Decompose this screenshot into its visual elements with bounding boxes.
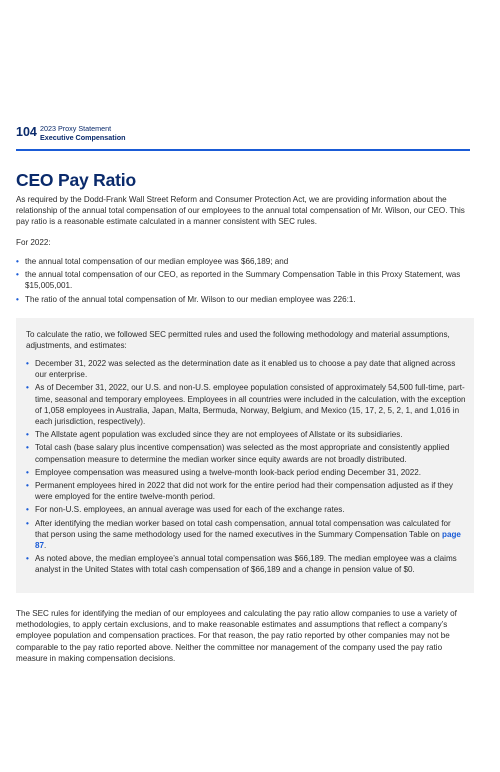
list-item: • Total cash (base salary plus incentive compensation) was selected as the most appropriate and consistently applied compensation measure to determine the median worker since equity awards are not broadly distributed. bbox=[26, 443, 450, 464]
list-item: • The ratio of the annual total compensation of Mr. Wilson to our median employee was 226:1. bbox=[16, 294, 356, 304]
page-title: CEO Pay Ratio bbox=[16, 170, 136, 190]
bullet-icon: • bbox=[26, 359, 29, 368]
intro-paragraph: As required by the Dodd-Frank Wall Street Reform and Consumer Protection Act, we are providing information about the relationship of the annual total compensation of our employees to the annual total compensation of Mr. Wilson, our CEO. This pay ratio is a reasonable estimate calculated in a manner consistent with SEC rules. bbox=[16, 195, 465, 227]
bullet-icon: • bbox=[26, 481, 29, 491]
list-item: • Employee compensation was measured using a twelve-month look-back period ending December 31, 2022. bbox=[26, 467, 422, 477]
header-divider bbox=[16, 149, 470, 151]
section-title: Executive Compensation bbox=[40, 133, 126, 142]
page-87-link[interactable]: page 87 bbox=[35, 529, 461, 551]
methodology-box bbox=[16, 318, 474, 593]
page-header bbox=[16, 124, 470, 148]
bullet-icon: • bbox=[26, 554, 29, 564]
methodology-list bbox=[26, 358, 466, 578]
list-item: • the annual total compensation of our CEO, as reported in the Summary Compensation Table in this Proxy Statement, was $15,005,001. bbox=[16, 270, 461, 291]
bullet-icon: • bbox=[26, 518, 29, 528]
bullet-icon: • bbox=[26, 443, 29, 453]
list-item: • As of December 31, 2022, our U.S. and non-U.S. employee population consisted of approximately 54,500 full-time, part-time, seasonal and temporary employees. Employees in all countries were included in the calculation, with the exception of 1,058 employees in Australia, Japan, Malta, Bermuda, Norway, Belgium, and Mexico (15, 17, 2, 5, 2, 1, and 1,016 in each jurisdiction, respectively). bbox=[26, 383, 466, 427]
header-text bbox=[40, 124, 125, 142]
list-item: • Permanent employees hired in 2022 that did not work for the entire period had their compensation adjusted as if they were employed for the entire twelve-month period. bbox=[26, 481, 453, 502]
year-label: For 2022: bbox=[16, 238, 51, 247]
list-item: • The Allstate agent population was excluded since they are not employees of Allstate or its subsidiaries. bbox=[26, 430, 403, 440]
bullet-icon: • bbox=[26, 505, 29, 515]
bullet-icon: • bbox=[16, 294, 19, 304]
list-item: • After identifying the median worker based on total cash compensation, annual total compensation was calculated for that person using the same methodology used for the named executives in the Summary Compensation Table on page 87. bbox=[26, 518, 461, 551]
bullet-icon: • bbox=[16, 270, 19, 280]
bullet-icon: • bbox=[16, 257, 19, 266]
closing-paragraph: The SEC rules for identifying the median of our employees and calculating the pay ratio allow companies to use a variety of methodologies, to apply certain exclusions, and to make reasonable estimates and assumptions that reflect a company’s employee population and compensation practices. For that reason, the pay ratio reported by other companies may not be comparable to the pay ratio reported above. Neither the committee nor management of the company used the pay ratio measure in making compensation decisions. bbox=[16, 609, 457, 663]
list-item: • December 31, 2022 was selected as the determination date as it enabled us to choose a pay date that aligned across our enterprise. bbox=[26, 359, 456, 380]
bullet-icon: • bbox=[26, 383, 29, 393]
methodology-intro: To calculate the ratio, we followed SEC permitted rules and used the following methodology and material assumptions, adjustments, and estimates: bbox=[26, 330, 450, 351]
list-item: • For non-U.S. employees, an annual average was used for each of the exchange rates. bbox=[26, 505, 345, 515]
document-title: 2023 Proxy Statement bbox=[40, 124, 112, 133]
bullet-icon: • bbox=[26, 430, 29, 440]
summary-list bbox=[16, 256, 472, 307]
list-item: • As noted above, the median employee’s annual total compensation was $66,189. The median employee was a claims analyst in the United States with total cash compensation of $66,189 and a change in pension value of $0. bbox=[26, 554, 457, 575]
bullet-icon: • bbox=[26, 467, 29, 477]
list-item: • the annual total compensation of our median employee was $66,189; and bbox=[16, 257, 289, 266]
page-number: 104 bbox=[16, 125, 37, 139]
